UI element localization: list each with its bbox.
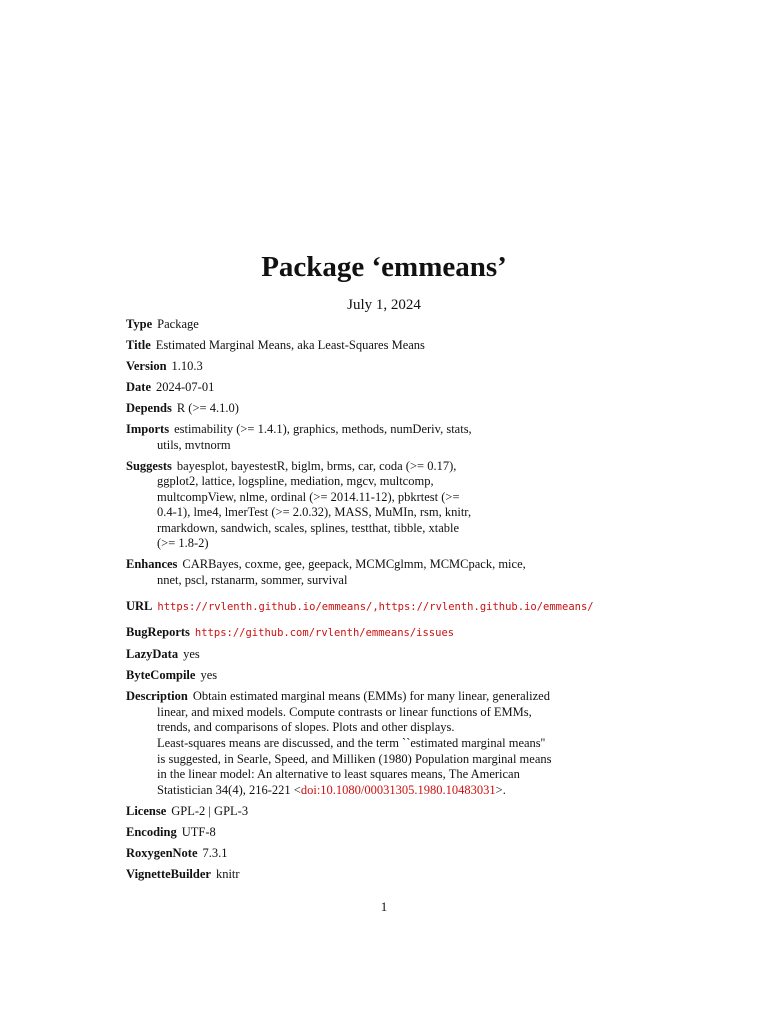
field-key: Encoding xyxy=(126,824,177,839)
description-fields xyxy=(126,317,626,888)
field-value-line: Obtain estimated marginal means (EMMs) for many linear, generalized xyxy=(192,689,550,704)
field-key: License xyxy=(126,803,167,818)
field-vignettebuilder xyxy=(126,867,626,883)
field-encoding xyxy=(126,825,626,841)
field-value-line: rmarkdown, sandwich, scales, splines, testthat, tibble, xtable xyxy=(157,520,460,535)
field-value: Estimated Marginal Means, aka Least-Squares Means xyxy=(155,337,425,352)
field-key: RoxygenNote xyxy=(126,845,198,860)
package-title: Package ‘emmeans’ xyxy=(261,251,507,283)
field-value-line: multcompView, nlme, ordinal (>= 2014.11-12), pbkrtest (>= xyxy=(157,489,460,504)
field-key: URL xyxy=(126,598,153,613)
field-value: 1.10.3 xyxy=(171,358,203,373)
field-key: Description xyxy=(126,689,188,704)
bugreports-link[interactable]: https://github.com/rvlenth/emmeans/issues xyxy=(194,627,455,640)
field-key: BugReports xyxy=(126,625,190,640)
field-url xyxy=(126,599,626,616)
field-value-line: utils, mvtnorm xyxy=(157,437,231,452)
field-roxygennote xyxy=(126,846,626,862)
doi-link[interactable]: doi:10.1080/00031305.1980.10483031 xyxy=(300,782,496,797)
field-version xyxy=(126,359,626,375)
field-value: knitr xyxy=(215,866,240,881)
field-value-line: linear, and mixed models. Compute contrasts or linear functions of EMMs, xyxy=(157,704,532,719)
field-license xyxy=(126,804,626,820)
field-value: yes xyxy=(183,647,200,662)
field-key: VignetteBuilder xyxy=(126,866,211,881)
field-value: GPL-2 | GPL-3 xyxy=(171,803,249,818)
url-separator: , xyxy=(372,600,379,613)
field-key: Type xyxy=(126,317,153,331)
field-type xyxy=(126,317,626,333)
field-key: Enhances xyxy=(126,557,178,572)
field-value-line: estimability (>= 1.4.1), graphics, methods, numDeriv, stats, xyxy=(174,421,472,436)
field-key: Date xyxy=(126,379,151,394)
field-depends xyxy=(126,401,626,417)
page-number: 1 xyxy=(380,899,388,914)
field-value: UTF-8 xyxy=(181,824,216,839)
field-key: Version xyxy=(126,358,167,373)
field-key: LazyData xyxy=(126,647,179,662)
field-lazydata xyxy=(126,647,626,663)
field-title xyxy=(126,338,626,354)
field-key: ByteCompile xyxy=(126,668,196,683)
field-key: Title xyxy=(126,337,151,352)
field-value-line: nnet, pscl, rstanarm, sommer, survival xyxy=(157,573,348,588)
field-value-line: 0.4-1), lme4, lmerTest (>= 2.0.32), MASS, MuMIn, rsm, knitr, xyxy=(157,505,472,520)
field-date xyxy=(126,380,626,396)
field-value-line: in the linear model: An alternative to least squares means, The American xyxy=(157,767,520,782)
field-value-line: bayesplot, bayestestR, biglm, brms, car, coda (>= 0.17), xyxy=(176,458,457,473)
description-text: Statistician 34(4), 216-221 < xyxy=(157,782,301,797)
field-value-line: CARBayes, coxme, gee, geepack, MCMCglmm, MCMCpack, mice, xyxy=(182,557,526,572)
field-value: yes xyxy=(200,668,218,683)
field-key: Depends xyxy=(126,400,172,415)
field-value-line: is suggested, in Searle, Speed, and Milliken (1980) Population marginal means xyxy=(157,751,552,766)
field-enhances xyxy=(126,557,626,588)
field-key: Suggests xyxy=(126,458,172,473)
field-value-line: ggplot2, lattice, logspline, mediation, mgcv, multcomp, xyxy=(157,474,434,489)
field-bugreports xyxy=(126,625,626,642)
url-link[interactable]: https://rvlenth.github.io/emmeans/ xyxy=(157,600,373,613)
field-suggests xyxy=(126,459,626,553)
field-value-line: (>= 1.8-2) xyxy=(157,536,209,551)
url-link[interactable]: https://rvlenth.github.io/emmeans/ xyxy=(378,600,594,613)
field-value-line: trends, and comparisons of slopes. Plots and other displays. xyxy=(157,720,455,735)
field-key: Imports xyxy=(126,421,170,436)
field-value-line: Least-squares means are discussed, and the term ``estimated marginal means'' xyxy=(157,735,546,750)
field-description xyxy=(126,689,626,798)
field-bytecompile xyxy=(126,668,626,684)
field-value: 2024-07-01 xyxy=(156,379,215,394)
field-imports xyxy=(126,422,626,453)
field-value: Package xyxy=(157,317,199,331)
field-value-line xyxy=(157,783,626,799)
package-date: July 1, 2024 xyxy=(347,297,421,313)
field-value: 7.3.1 xyxy=(202,845,228,860)
description-text: >. xyxy=(495,782,506,797)
field-value: R (>= 4.1.0) xyxy=(176,400,239,415)
